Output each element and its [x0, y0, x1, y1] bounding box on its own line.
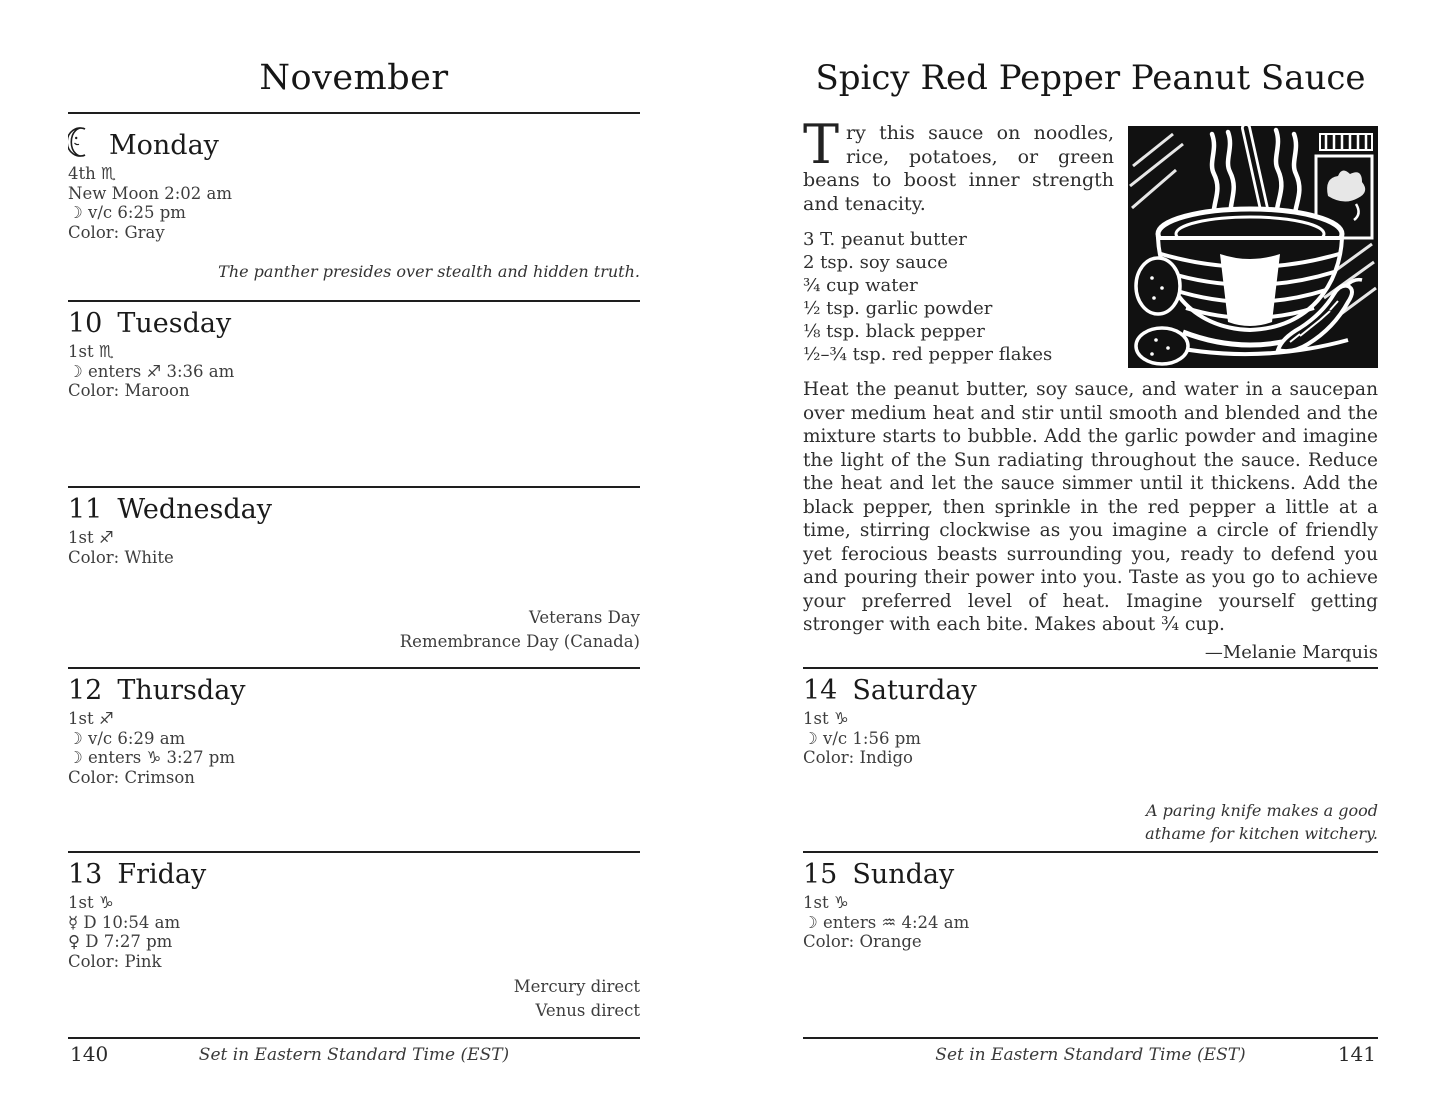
day-details: [68, 342, 640, 401]
ingredient-line: ¾ cup water: [803, 275, 918, 296]
day-entry-friday: [68, 861, 640, 1037]
day-detail: 1st ♐: [68, 709, 114, 729]
intro-text: ry this sauce on noodles, rice, potatoes, or green beans to boost inner strength and tenacity.: [803, 122, 1114, 215]
divider-rule: [803, 667, 1378, 669]
day-detail: 1st ♐: [68, 528, 114, 548]
day-title: [803, 861, 1378, 889]
day-details: [68, 164, 640, 242]
day-title: [68, 310, 640, 338]
day-title: [68, 124, 640, 160]
day-detail: Color: Maroon: [68, 381, 190, 401]
holiday-note: [514, 975, 640, 1023]
day-detail: ☽ enters ♒ 4:24 am: [803, 912, 970, 932]
day-entry-thursday: [68, 677, 640, 851]
divider-rule: [68, 851, 640, 853]
holiday-line: Veterans Day: [528, 608, 640, 627]
day-details: [803, 709, 1378, 768]
divider-rule: [68, 1037, 640, 1039]
ingredient-line: 3 T. peanut butter: [803, 229, 967, 250]
day-name: Monday: [109, 130, 219, 161]
day-detail: ☽ v/c 6:25 pm: [68, 203, 186, 223]
divider-rule: [68, 667, 640, 669]
divider-rule: [803, 851, 1378, 853]
recipe-title: Spicy Red Pepper Peanut Sauce: [815, 58, 1366, 98]
month-title: November: [259, 58, 449, 98]
right-page: [803, 0, 1378, 1101]
day-number: 10: [68, 308, 103, 339]
day-detail: ☽ v/c 1:56 pm: [803, 728, 921, 748]
divider-rule: [68, 300, 640, 302]
day-detail: 1st ♑: [803, 709, 849, 729]
day-entry-monday: [68, 124, 640, 300]
day-number: 11: [68, 494, 103, 525]
day-detail: New Moon 2:02 am: [68, 183, 232, 203]
page-number: 141: [1337, 1042, 1376, 1066]
holiday-line: Mercury direct: [513, 977, 640, 996]
ingredient-line: ½ tsp. garlic powder: [803, 298, 993, 319]
day-details: [68, 528, 640, 567]
ingredient-line: 2 tsp. soy sauce: [803, 252, 948, 273]
divider-rule: [68, 112, 640, 114]
day-name: Sunday: [852, 859, 955, 890]
divider-rule: [68, 486, 640, 488]
day-detail: ☽ enters ♑ 3:27 pm: [68, 748, 235, 768]
day-number: 13: [68, 859, 103, 890]
day-number: 15: [803, 859, 838, 890]
steaming-bowl-woodcut-illustration: [1128, 126, 1378, 368]
day-name: Saturday: [852, 675, 977, 706]
day-title: [803, 677, 1378, 705]
day-note: The panther presides over stealth and hidden truth.: [218, 262, 640, 281]
ingredient-line: ½–¾ tsp. red pepper flakes: [803, 344, 1053, 365]
day-detail: Color: Pink: [68, 951, 162, 971]
day-detail: ☽ v/c 6:29 am: [68, 728, 186, 748]
day-details: [68, 893, 640, 971]
day-note: [1145, 799, 1378, 845]
day-entry-tuesday: [68, 310, 640, 486]
recipe-flow: [803, 113, 1378, 663]
footer-note: Set in Eastern Standard Time (EST): [198, 1045, 510, 1065]
footer-note: Set in Eastern Standard Time (EST): [935, 1045, 1246, 1065]
divider-rule: [803, 1037, 1378, 1039]
day-entry-sunday: [803, 861, 1378, 1037]
day-note-line: A paring knife makes a good: [1146, 801, 1378, 820]
day-note-line: athame for kitchen witchery.: [1145, 824, 1378, 843]
day-detail: Color: White: [68, 547, 174, 567]
holiday-line: Remembrance Day (Canada): [399, 632, 640, 651]
day-entry-wednesday: [68, 496, 640, 667]
day-name: Thursday: [117, 675, 246, 706]
day-detail: ♀ D 7:27 pm: [68, 932, 173, 952]
day-detail: 1st ♑: [68, 893, 114, 913]
recipe-byline: —Melanie Marquis: [1204, 641, 1378, 663]
day-detail: 4th ♏: [68, 164, 116, 184]
day-detail: 1st ♑: [803, 893, 849, 913]
holiday-note: [400, 606, 640, 654]
day-title: [68, 861, 640, 889]
day-detail: Color: Indigo: [803, 748, 913, 768]
day-title: [68, 496, 640, 524]
day-title: [68, 677, 640, 705]
new-moon-icon: [68, 127, 94, 157]
day-detail: ☿ D 10:54 am: [68, 912, 181, 932]
day-details: [803, 893, 1378, 952]
day-detail: Color: Crimson: [68, 767, 195, 787]
day-name: Friday: [117, 859, 207, 890]
day-detail: ☽ enters ♐ 3:36 am: [68, 361, 235, 381]
day-number: 14: [803, 675, 838, 706]
day-detail: 1st ♏: [68, 342, 114, 362]
recipe-instructions: Heat the peanut butter, soy sauce, and water in a saucepan over medium heat and stir until smooth and blended and the mixture starts to bubble. Add the garlic powder and imagine the light of the Sun radiating throughout the sauce. Reduce the heat and let the sauce simmer until it thickens. Add the black pepper, then sprinkle in the red pepper a little at a time, stirring clockwise as you imagine a circle of friendly yet ferocious beasts surrounding you, ready to defend you and pouring their power into you. Taste as you go to achieve your preferred level of heat. Imagine yourself getting stronger with each bite. Makes about ¾ cup.: [803, 379, 1378, 635]
recipe-section: [803, 58, 1378, 663]
drop-cap: T: [803, 113, 840, 176]
day-entry-saturday: [803, 677, 1378, 851]
holiday-line: Venus direct: [535, 1001, 640, 1020]
page-number: 140: [70, 1042, 109, 1066]
left-page: [68, 0, 640, 1101]
day-number: 12: [68, 675, 103, 706]
day-name: Wednesday: [117, 494, 273, 525]
day-details: [68, 709, 640, 787]
day-name: Tuesday: [117, 308, 232, 339]
day-detail: Color: Orange: [803, 932, 922, 952]
day-detail: Color: Gray: [68, 222, 165, 242]
ingredient-line: ⅛ tsp. black pepper: [803, 321, 985, 342]
